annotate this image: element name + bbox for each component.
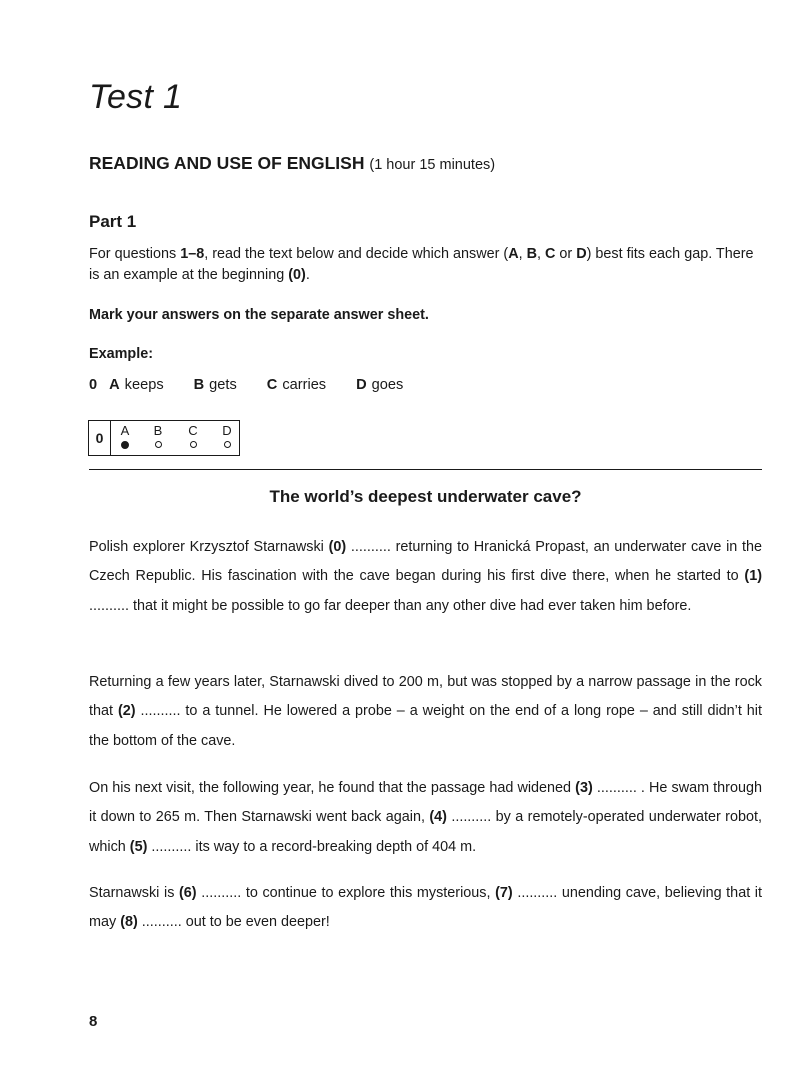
- answer-letter: B: [153, 423, 163, 438]
- option-text: gets: [209, 377, 237, 393]
- answer-column-d: [217, 423, 237, 448]
- text-paragraph-4: [89, 879, 762, 938]
- option-text: carries: [282, 377, 327, 393]
- paragraph-text: .......... that it might be possible to go far deeper than any other dive had ever taken him before.: [89, 597, 692, 614]
- answer-letter: D: [222, 423, 232, 438]
- paragraph-text: .......... to a tunnel. He lowered a probe – a weight on the end of a long rope – and still didn’t hit the bottom of the cave.: [89, 703, 762, 749]
- instr-letter-d: D: [576, 246, 587, 262]
- test-title: Test 1: [89, 78, 183, 116]
- text-title: The world’s deepest underwater cave?: [269, 487, 582, 506]
- answer-column-c: [183, 423, 203, 448]
- instr-letter-c: C: [545, 246, 556, 262]
- example-answer-box: [88, 420, 240, 456]
- text-paragraph-3: [89, 774, 762, 862]
- paragraph-text: .......... to continue to explore this mysterious,: [196, 885, 496, 901]
- instr-text: , read the text below and decide which answer (: [204, 246, 509, 262]
- mark-answers-note: Mark your answers on the separate answer sheet.: [89, 307, 429, 323]
- example-options: [89, 377, 433, 393]
- gap-7: (7): [495, 885, 513, 901]
- divider: [89, 469, 762, 470]
- example-number: 0: [89, 377, 98, 393]
- paragraph-text: Returning a few years later, Starnawski dived to 200 m, but was stopped by a narrow passage in the rock that: [89, 674, 762, 720]
- gap-8: (8): [120, 914, 138, 931]
- paragraph-text: Starnawski is: [89, 885, 180, 901]
- instr-text: .: [305, 267, 310, 283]
- paragraph-text: .......... by a remotely-operated underwater robot, which: [89, 809, 762, 855]
- example-option-d: [356, 377, 403, 393]
- answer-bubble-b: [155, 441, 162, 448]
- instr-text: ,: [518, 246, 527, 262]
- example-label: Example:: [89, 346, 153, 362]
- gap-5: (5): [129, 838, 148, 855]
- example-option-c: [267, 377, 326, 393]
- answer-bubble-c: [190, 441, 197, 448]
- option-text: goes: [371, 377, 404, 393]
- paragraph-text: .......... out to be even deeper!: [137, 914, 330, 931]
- section-heading: [89, 153, 495, 174]
- instr-example-number: (0): [288, 267, 306, 283]
- paragraph-text: .......... returning to Hranická Propast, an underwater cave in the Czech Republic. His fascination with the cave began during his first dive there, when he started to: [89, 539, 763, 585]
- gap-2: (2): [117, 703, 136, 720]
- answer-letter: A: [120, 423, 130, 438]
- gap-6: (6): [179, 885, 197, 901]
- instr-text: ) best fits each gap. There is an example at the beginning: [89, 246, 754, 283]
- instr-letter-b: B: [526, 246, 537, 262]
- gap-4: (4): [429, 809, 447, 826]
- answer-bubble-a: [121, 441, 129, 449]
- instr-question-range: 1–8: [180, 246, 205, 262]
- gap-1: (1): [744, 568, 762, 585]
- gap-3: (3): [575, 780, 593, 796]
- text-paragraph-2: [89, 668, 762, 756]
- option-letter: B: [193, 377, 205, 393]
- instr-text: or: [555, 246, 577, 262]
- gap-0: (0): [328, 539, 347, 555]
- text-paragraph-1: [89, 533, 762, 621]
- instr-text: For questions: [89, 246, 181, 262]
- section-duration: (1 hour 15 minutes): [369, 157, 496, 173]
- answer-box-number: 0: [89, 421, 111, 455]
- option-letter: A: [109, 377, 120, 393]
- instr-text: ,: [537, 246, 545, 262]
- answer-letter: C: [188, 423, 198, 438]
- instr-letter-a: A: [508, 246, 519, 262]
- option-letter: D: [356, 377, 367, 393]
- option-text: keeps: [124, 377, 164, 393]
- part-instructions: [89, 244, 764, 286]
- paragraph-text: On his next visit, the following year, he found that the passage had widened: [89, 780, 576, 796]
- option-letter: C: [266, 377, 278, 393]
- answer-column-a: [115, 423, 135, 449]
- answer-column-b: [148, 423, 168, 448]
- paragraph-text: .......... its way to a record-breaking depth of 404 m.: [147, 838, 477, 855]
- paragraph-text: .......... unending cave, believing that it may: [89, 885, 763, 931]
- section-name: READING AND USE OF ENGLISH: [89, 153, 365, 173]
- paragraph-text: Polish explorer Krzysztof Starnawski: [89, 539, 329, 555]
- example-option-b: [194, 377, 237, 393]
- answer-bubble-d: [224, 441, 231, 448]
- paragraph-text: .......... . He swam through it down to 265 m. Then Starnawski went back again,: [89, 780, 762, 826]
- part-title: Part 1: [89, 212, 137, 231]
- page-number: 8: [89, 1013, 98, 1030]
- example-option-a: [109, 377, 164, 393]
